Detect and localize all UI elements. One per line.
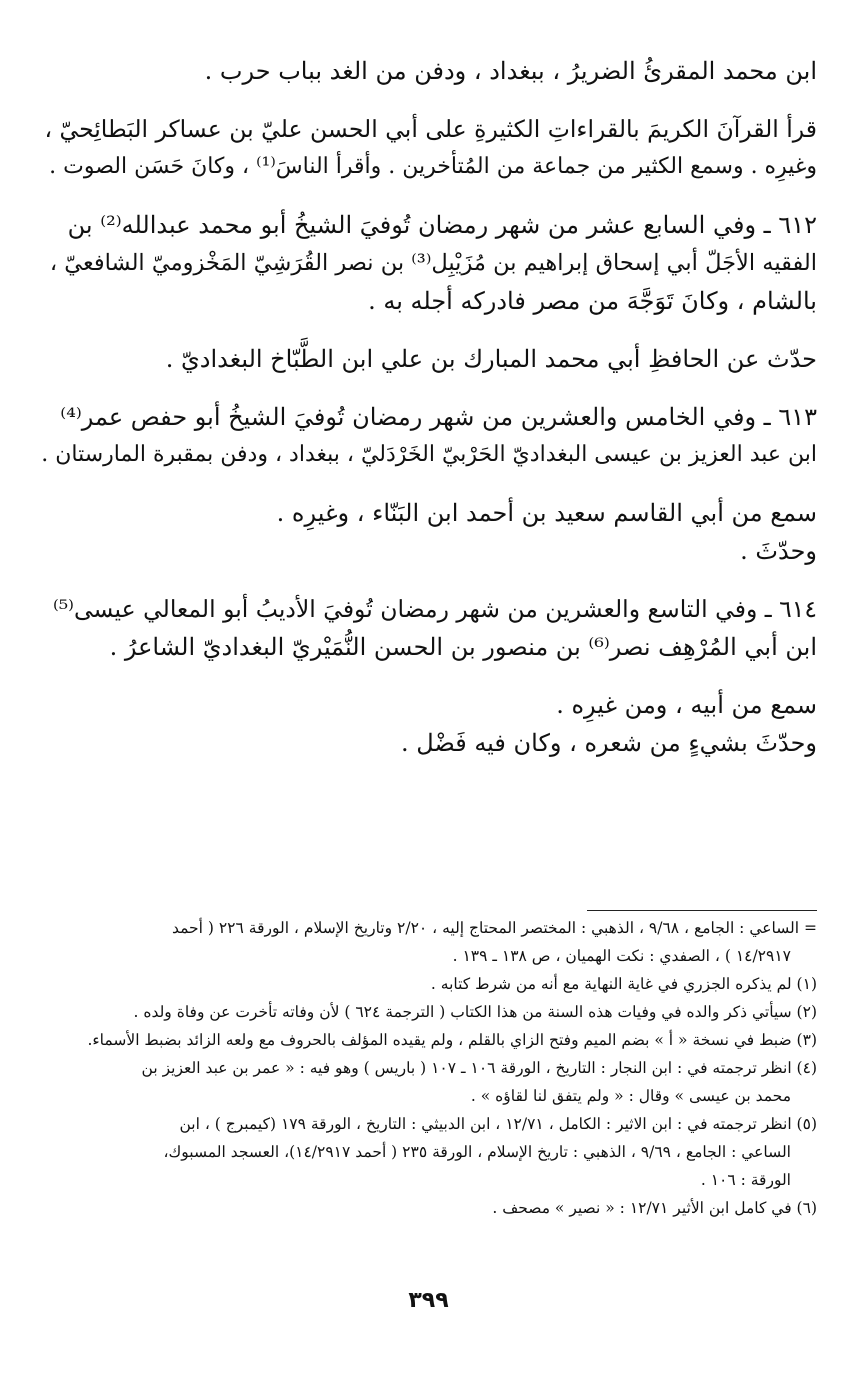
paragraph-gap: [40, 90, 817, 110]
entry-613-line: ٦١٣ ـ وفي الخامس والعشرين من شهر رمضان تُوفيَ الشيخُ أبو حفص عمر⁽⁴⁾: [60, 403, 817, 431]
text-line: وحدّثَ .: [740, 537, 817, 565]
footnote-6: (٦) في كامل ابن الأثير ١٢/٧١ : « نصير » مصحف .: [492, 1199, 817, 1217]
footnote-2: (٢) سيأتي ذكر والده في وفيات هذه السنة من هذا الكتاب ( الترجمة ٦٢٤ ) لأن وفاته تأخرت عن وفاة ولده .: [133, 1003, 817, 1021]
text-line: وغيرِه . وسمع الكثير من جماعة من المُتأخرين . وأقرأ الناسَ⁽¹⁾ ، وكانَ حَسَن الصوت .: [49, 154, 817, 179]
paragraph-gap: [40, 570, 817, 590]
text-line: ابن محمد المقرئُ الضريرُ ، ببغداد ، ودفن من الغد بباب حرب .: [204, 57, 817, 85]
footnote-separator: [587, 910, 817, 911]
footnote-4: (٤) انظر ترجمته في : ابن النجار : التاريخ ، الورقة ١٠٦ ـ ١٠٧ ( باريس ) وهو فيه : « عمر بن عبد العزيز بن: [141, 1059, 817, 1077]
footnote-5: (٥) انظر ترجمته في : ابن الاثير : الكامل ، ١٢/٧١ ، ابن الدبيثي : التاريخ ، الورقة ١٧٩ (كيمبرج ) ، ابن: [179, 1115, 817, 1133]
paragraph-gap: [40, 186, 817, 206]
footnote-1: (١) لم يذكره الجزري في غاية النهاية مع أنه من شرط كتابه .: [430, 975, 817, 993]
footnote-line: محمد بن عيسى » وقال : « ولم يتفق لنا لقاؤه » .: [470, 1087, 791, 1105]
text-line: ابن أبي المُرْهِف نصر⁽⁶⁾ بن منصور بن الحسن النُّمَيْريّ البغداديّ الشاعرُ .: [109, 633, 817, 661]
main-text: [40, 52, 817, 762]
entry-612-line: ٦١٢ ـ وفي السابع عشر من شهر رمضان تُوفيَ الشيخُ أبو محمد عبدالله⁽²⁾ بن: [67, 211, 817, 239]
text-line: ابن عبد العزيز بن عيسى البغداديّ الحَرْبيّ الخَرْدَليّ ، ببغداد ، ودفن بمقبرة المارستان .: [41, 442, 817, 467]
paragraph-gap: [40, 320, 817, 340]
footnote-line: الورقة : ١٠٦ .: [700, 1171, 791, 1189]
text-line: سمع من أبي القاسم سعيد بن أحمد ابن البَنّاء ، وغيرِه .: [276, 499, 817, 527]
paragraph-gap: [40, 666, 817, 686]
text-line: قرأ القرآنَ الكريمَ بالقراءاتِ الكثيرةِ على أبي الحسن عليّ بن عساكر البَطائِحيّ ،: [44, 115, 817, 143]
footnote-line: = الساعي : الجامع ، ٩/٦٨ ، الذهبي : المختصر المحتاج إليه ، ٢/٢٠ وتاريخ الإسلام ، الورقة ٢٢٦ ( أحمد: [171, 919, 817, 937]
entry-614-line: ٦١٤ ـ وفي التاسع والعشرين من شهر رمضان تُوفيَ الأديبُ أبو المعالي عيسى⁽⁵⁾: [52, 595, 817, 623]
page: [40, 52, 817, 1396]
footnotes: [40, 914, 817, 1222]
text-line: سمع من أبيه ، ومن غيرِه .: [556, 691, 817, 719]
paragraph-gap: [40, 378, 817, 398]
page-number: ٣٩٩: [408, 1288, 449, 1313]
footnote-line: ١٤/٢٩١٧ ) ، الصفدي : نكت الهميان ، ص ١٣٨ ـ ١٣٩ .: [452, 947, 791, 965]
text-line: وحدّثَ بشيءٍ من شعره ، وكان فيه فَضْل .: [400, 729, 817, 757]
text-line: بالشام ، وكانَ تَوَجَّهَ من مصر فادركه أجله به .: [368, 287, 817, 315]
paragraph-gap: [40, 474, 817, 494]
text-line: الفقيه الأجَلّ أبي إسحاق إبراهيم بن مُزَيْبِل⁽³⁾ بن نصر القُرَشِيّ المَخْزوميّ الشافعيّ ،: [49, 250, 817, 276]
text-line: حدّث عن الحافظِ أبي محمد المبارك بن علي ابن الطَّبّاخ البغداديّ .: [165, 345, 817, 373]
footnote-3: (٣) ضبط في نسخة « أ » بضم الميم وفتح الزاي بالقلم ، ولم يقيده المؤلف بالحروف مع ولعه الزائد بضبط الأسماء.: [87, 1031, 817, 1049]
footnote-line: الساعي : الجامع ، ٩/٦٩ ، الذهبي : تاريخ الإسلام ، الورقة ٢٣٥ ( أحمد ١٤/٢٩١٧)، العسجد المسبوك،: [163, 1143, 791, 1161]
